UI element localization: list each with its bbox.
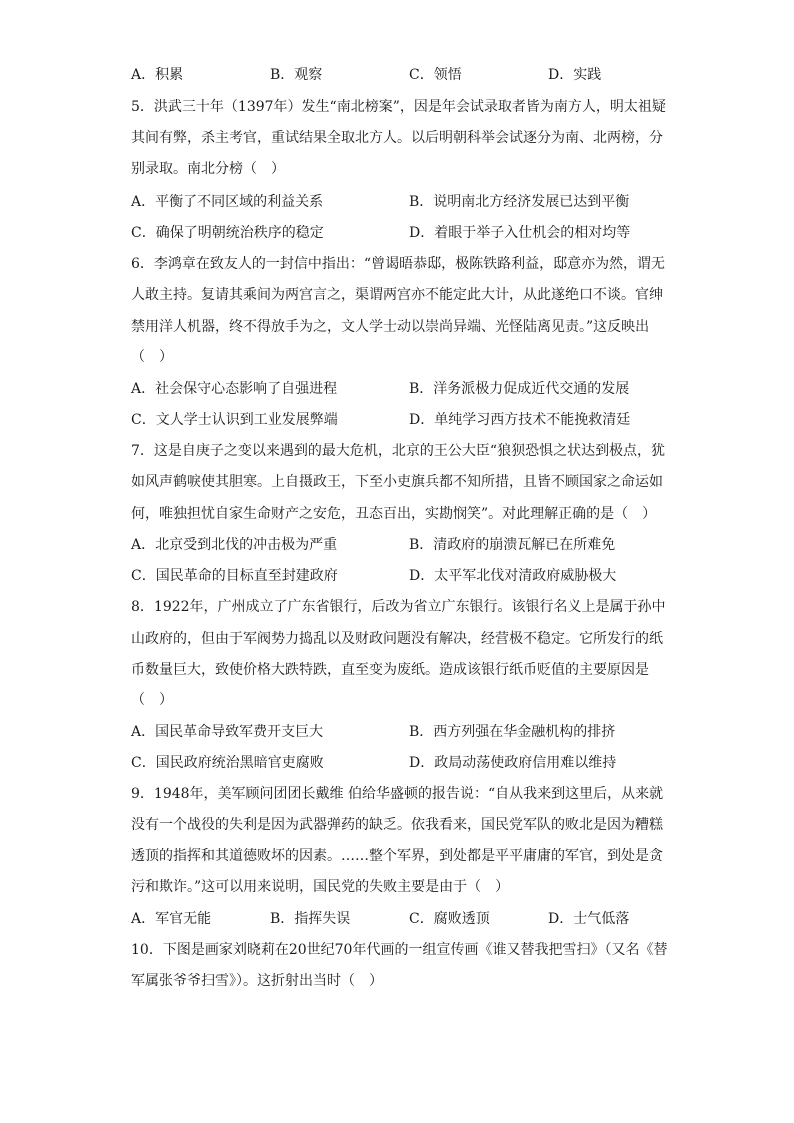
q6-option-c[interactable]: C．文人学士认识到工业发展弊端 <box>131 412 338 428</box>
q6-stem-line-3: 禁用洋人机器，终不得放手为之，文人学士动以崇尚异端、光怪陆离见责。”这反映出 <box>131 319 650 335</box>
q9-option-d[interactable]: D．士气低落 <box>548 911 630 927</box>
q7-option-c[interactable]: C．国民革命的目标直至封建政府 <box>131 568 338 584</box>
q4-option-b[interactable]: B．观察 <box>270 67 323 83</box>
q6-stem-line-4: （ ） <box>131 349 173 365</box>
q6-option-d[interactable]: D．单纯学习西方技术不能挽救清廷 <box>409 412 631 428</box>
q9-option-b[interactable]: B．指挥失误 <box>270 911 351 927</box>
q8-option-b[interactable]: B．西方列强在华金融机构的排挤 <box>409 724 616 740</box>
q5-option-a[interactable]: A．平衡了不同区域的利益关系 <box>131 194 324 210</box>
q8-stem-line-1: 8．1922年，广州成立了广东省银行，后改为省立广东银行。该银行名义上是属于孙中 <box>131 599 666 615</box>
q4-option-c[interactable]: C．领悟 <box>409 67 462 83</box>
q5-option-c[interactable]: C．确保了明朝统治秩序的稳定 <box>131 225 324 241</box>
q6-stem-line-2: 人敢主持。复请其乘间为两宫言之，渠谓两宫亦不能定此大计，从此遂绝口不谈。官绅 <box>131 287 663 303</box>
q7-stem-line-1: 7．这是自庚子之变以来遇到的最大危机，北京的王公大臣“狼狈恐惧之状达到极点，犹 <box>131 443 666 459</box>
q7-option-d[interactable]: D．太平军北伐对清政府威胁极大 <box>409 568 617 584</box>
q8-option-a[interactable]: A．国民革命导致军费开支巨大 <box>131 724 324 740</box>
q9-stem-line-1: 9．1948年，美军顾问团团长戴维 伯给华盛顿的报告说：“自从我来到这里后，从来就 <box>131 786 664 802</box>
q9-stem-line-2: 没有一个战役的失利是因为武器弹药的缺乏。依我看来，国民党军队的败北是因为糟糕 <box>131 817 663 833</box>
q6-option-b[interactable]: B．洋务派极力促成近代交通的发展 <box>409 381 630 397</box>
q4-option-a[interactable]: A．积累 <box>131 67 184 83</box>
q7-option-b[interactable]: B．清政府的崩溃瓦解已在所难免 <box>409 537 616 553</box>
q9-stem-line-3: 透顶的指挥和其道德败坏的因素。……整个军界，到处都是平平庸庸的军官，到处是贪 <box>131 848 663 864</box>
q9-option-a[interactable]: A．军官无能 <box>131 911 212 927</box>
q6-stem-line-1: 6．李鸿章在致友人的一封信中指出：“曾谒晤恭邸，极陈铁路利益，邸意亦为然，谓无 <box>131 256 666 272</box>
q10-stem-line-1: 10．下图是画家刘晓莉在20世纪70年代画的一组宣传画《谁又替我把雪扫》（又名《替 <box>131 942 668 958</box>
q8-option-c[interactable]: C．国民政府统治黑暗官吏腐败 <box>131 755 324 771</box>
q7-stem-line-2: 如风声鹤唳使其胆寒。上自摄政王，下至小吏旗兵都不知所措，且皆不顾国家之命运如 <box>131 474 663 490</box>
q8-stem-line-4: （ ） <box>131 692 173 708</box>
q5-stem-line-1: 5．洪武三十年（1397年）发生“南北榜案”，因是年会试录取者皆为南方人，明太祖疑 <box>131 99 666 115</box>
q5-stem-line-2: 其间有弊，杀主考官，重试结果全取北方人。以后明朝科举会试逐分为南、北两榜，分 <box>131 130 663 146</box>
q10-stem-line-2: 军属张爷爷扫雪》）。这折射出当时（ ） <box>131 973 383 989</box>
q4-option-d[interactable]: D．实践 <box>548 67 602 83</box>
q9-stem-line-4: 污和欺诈。”这可以用来说明，国民党的失败主要是由于（ ） <box>131 879 510 895</box>
q8-stem-line-3: 币数量巨大，致使价格大跌特跌，直至变为废纸。造成该银行纸币贬值的主要原因是 <box>131 662 649 678</box>
q5-option-d[interactable]: D．着眼于举子入仕机会的相对均等 <box>409 225 631 241</box>
q7-stem-line-3: 何，唯独担忧自家生命财产之安危，丑态百出，实勘悯笑”。对此理解正确的是（ ） <box>131 506 657 522</box>
q6-option-a[interactable]: A．社会保守心态影响了自强进程 <box>131 381 338 397</box>
q9-option-c[interactable]: C．腐败透顶 <box>409 911 490 927</box>
q7-option-a[interactable]: A．北京受到北伐的冲击极为严重 <box>131 537 338 553</box>
q5-stem-line-3: 别录取。南北分榜（ ） <box>131 161 285 177</box>
q8-stem-line-2: 山政府的，但由于军阀势力捣乱以及财政问题没有解决，经营极不稳定。它所发行的纸 <box>131 631 663 647</box>
q5-option-b[interactable]: B．说明南北方经济发展已达到平衡 <box>409 194 630 210</box>
q8-option-d[interactable]: D．政局动荡使政府信用难以维持 <box>409 755 617 771</box>
